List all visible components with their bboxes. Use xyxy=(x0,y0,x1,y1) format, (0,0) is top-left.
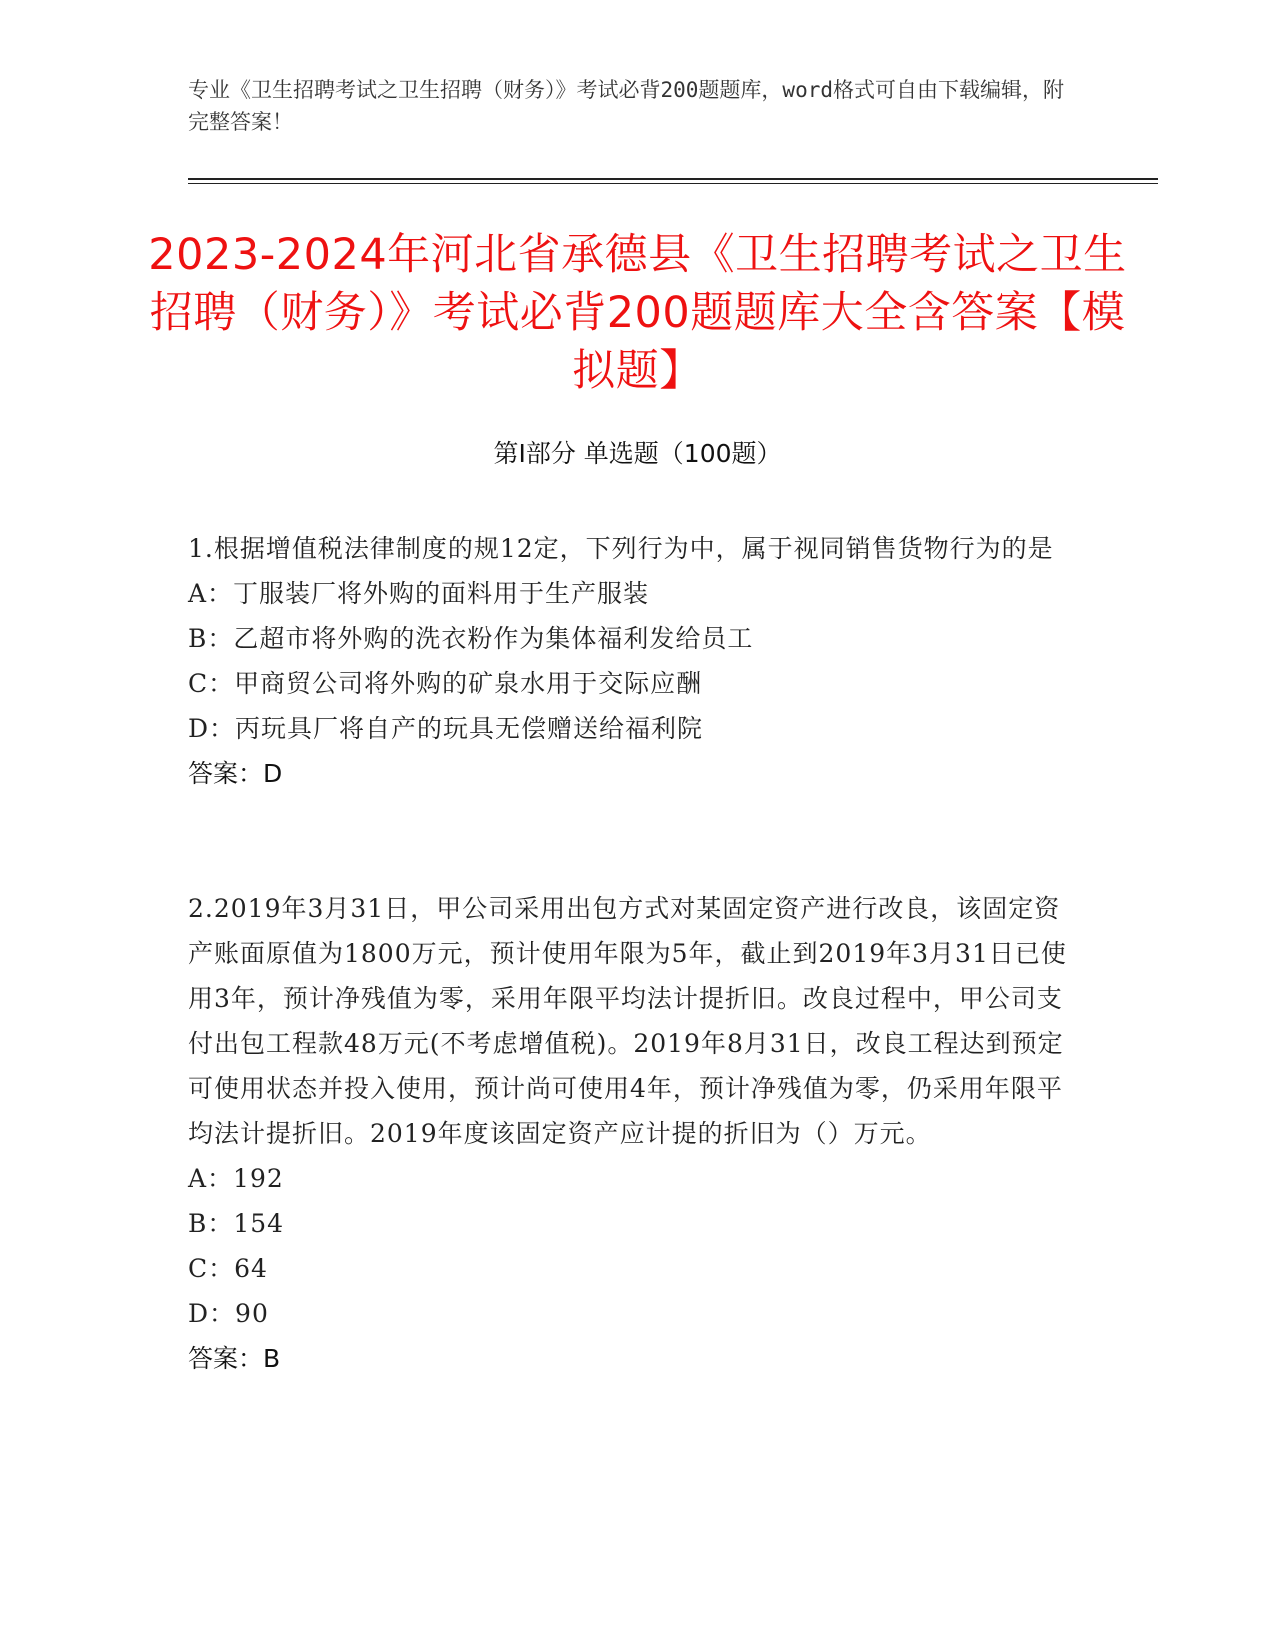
answer-line: 答案：D xyxy=(188,759,283,788)
option-c: C：甲商贸公司将外购的矿泉水用于交际应酬 xyxy=(188,669,703,698)
option-b: B：乙超市将外购的洗衣粉作为集体福利发给员工 xyxy=(188,624,754,653)
header-divider-thin xyxy=(188,183,1158,184)
option-c: C：64 xyxy=(188,1254,268,1283)
header-note: 专业《卫生招聘考试之卫生招聘（财务）》考试必背200题题库，word格式可自由下载编辑，附完整答案！ xyxy=(188,78,1064,134)
question-stem: 1.根据增值税法律制度的规12定，下列行为中，属于视同销售货物行为的是 xyxy=(188,534,1054,563)
header-divider-thick xyxy=(188,178,1158,180)
document-title: 2023-2024年河北省承德县《卫生招聘考试之卫生招聘（财务）》考试必背200题题库大全含答案【模拟题】 xyxy=(148,230,1127,396)
question-stem: 2.2019年3月31日，甲公司采用出包方式对某固定资产进行改良，该固定资产账面原值为1800万元，预计使用年限为5年，截止到2019年3月31日已使用3年，预计净残值为零，采用年限平均法计提折旧。改良过程中，甲公司支付出包工程款48万元(不考虑增值税)。2019年8月31日，改良工程达到预定可使用状态并投入使用，预计尚可使用4年，预计净残值为零，仍采用年限平均法计提折旧。2019年度该固定资产应计提的折旧为（）万元。 xyxy=(188,894,1067,1148)
section-heading: 第I部分 单选题（100题） xyxy=(493,439,782,468)
question-1 xyxy=(188,526,1080,796)
option-a: A：丁服装厂将外购的面料用于生产服装 xyxy=(188,579,650,608)
option-d: D：90 xyxy=(188,1299,269,1328)
question-2 xyxy=(188,886,1080,1381)
option-b: B：154 xyxy=(188,1209,285,1238)
answer-line: 答案：B xyxy=(188,1344,281,1373)
option-a: A：192 xyxy=(188,1164,284,1193)
option-d: D：丙玩具厂将自产的玩具无偿赠送给福利院 xyxy=(188,714,704,743)
